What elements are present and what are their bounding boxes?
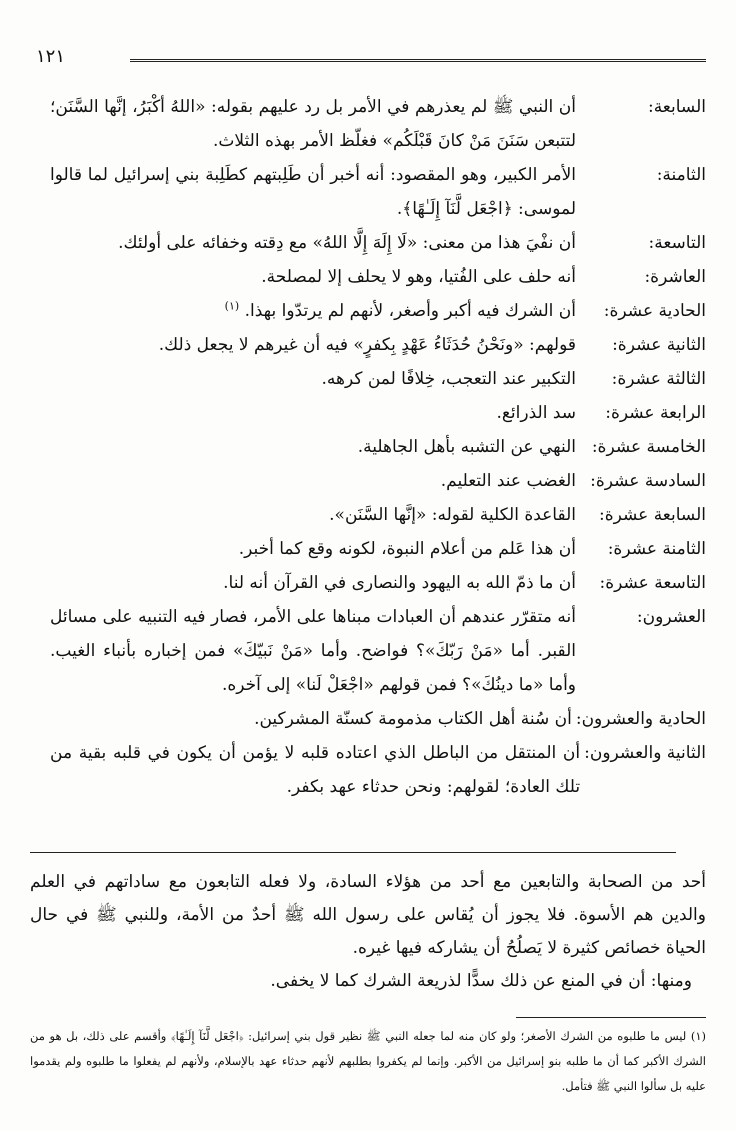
issue-text: [50, 260, 576, 294]
issue-body: أنه حلف على الفُتيا، وهو لا يحلف إلا لمصلحة.: [261, 267, 576, 287]
issue-text: [50, 702, 572, 736]
issue-label: التاسعة عشرة:: [599, 573, 706, 593]
issue-body: قولهم: «ونَحْنُ حُدَثَاءُ عَهْدٍ بِكفرٍ» فيه أن غيرهم لا يجعل ذلك.: [158, 335, 576, 355]
issue-entry: [50, 464, 706, 498]
issue-entry: [50, 702, 706, 736]
issue-body: القاعدة الكلية لقوله: «إنَّها السَّنَن».: [329, 505, 576, 525]
issue-text: [50, 90, 576, 158]
issue-label: التاسعة:: [648, 233, 706, 253]
continuation-text: [30, 866, 706, 998]
issue-label: السابعة عشرة:: [598, 505, 706, 525]
issues-list: [50, 90, 706, 804]
section-divider: [30, 852, 676, 853]
issue-body: أن هذا عَلم من أعلام النبوة، لكونه وقع كما أخبر.: [238, 539, 576, 559]
page-header: [30, 40, 706, 70]
issue-entry: [50, 566, 706, 600]
issue-text: [50, 430, 576, 464]
issue-text: [50, 294, 576, 328]
issue-body: التكبير عند التعجب، خِلافًا لمن كرهه.: [321, 369, 576, 389]
issue-entry: [50, 532, 706, 566]
issue-entry: [50, 328, 706, 362]
issue-label: السادسة عشرة:: [590, 471, 706, 491]
issue-label: الثامنة عشرة:: [607, 539, 706, 559]
issue-label: العاشرة:: [644, 267, 706, 287]
issue-entry: [50, 90, 706, 158]
footnote: (١) ليس ما طلبوه من الشرك الأصغر؛ ولو كان منه لما جعله النبي ﷺ نظير قول بني إسرائيل: ﴿اجْعَل لَّنَآ إِلَـٰهًا﴾ وأقسم على ذلك، بل هو من الشرك الأكبر كما أن ما طلبه بنو إسرائيل من الأكبر. وإنما لم يكفروا بطلبهم لأنهم حدثاء عهد بالإسلام، ولأنهم لم يفعلوا ما طلبوه ولم يقدموا عليه بل سألوا النبي ﷺ فتأمل.: [30, 1029, 706, 1093]
issue-text: [50, 464, 576, 498]
footnote-marker: (١): [224, 299, 240, 313]
issue-body: أن الشرك فيه أكبر وأصغر، لأنهم لم يرتدّوا بهذا.: [244, 301, 576, 321]
issue-text: [50, 498, 576, 532]
continuation-paragraph: ومنها: أن في المنع عن ذلك سدًّا لذريعة الشرك كما لا يخفى.: [270, 971, 692, 991]
issue-text: [50, 566, 576, 600]
issue-entry: [50, 430, 706, 464]
issue-label: الثانية عشرة:: [612, 335, 706, 355]
issue-label: الخامسة عشرة:: [591, 437, 706, 457]
issue-label: العشرون:: [636, 607, 706, 627]
issue-text: [50, 736, 580, 804]
issue-text: [50, 600, 576, 702]
issue-body: أن المنتقل من الباطل الذي اعتاده قلبه لا يؤمن أن يكون في قلبه بقية من تلك العادة؛ لقولهم: ونحن حدثاء عهد بكفر.: [50, 743, 581, 797]
issue-label: الحادية عشرة:: [603, 301, 706, 321]
issue-body: الأمر الكبير، وهو المقصود: أنه أخبر أن طَلِبتهم كطَلِبة بني إسرائيل لما قالوا لموسى: ﴿اجْعَل لَّنَآ إِلَـٰهًا﴾.: [50, 165, 576, 219]
issue-entry: [50, 158, 706, 226]
issue-label: الثانية والعشرون:: [584, 743, 706, 763]
issue-text: [50, 226, 576, 260]
issue-entry: [50, 226, 706, 260]
issue-label: الحادية والعشرون:: [575, 709, 706, 729]
footnotes: [30, 1024, 706, 1099]
issue-body: أن سُنة أهل الكتاب مذمومة كسنّة المشركين.: [254, 709, 572, 729]
issue-text: [50, 396, 576, 430]
issue-text: [50, 532, 576, 566]
issue-entry: [50, 294, 706, 328]
issue-body: الغضب عند التعليم.: [440, 471, 576, 491]
issue-label: الرابعة عشرة:: [605, 403, 706, 423]
issue-body: النهي عن التشبه بأهل الجاهلية.: [357, 437, 576, 457]
issue-entry: [50, 362, 706, 396]
issue-body: أن نفْيَ هذا من معنى: «لَا إِلَهَ إِلَّا اللهُ» مع دِقته وخفائه على أولئك.: [118, 233, 576, 253]
header-rule: [130, 59, 706, 66]
issue-body: أن ما ذمّ الله به اليهود والنصارى في القرآن أنه لنا.: [223, 573, 576, 593]
issue-label: الثالثة عشرة:: [611, 369, 706, 389]
issue-entry: [50, 396, 706, 430]
issue-entry: [50, 736, 706, 804]
issue-text: [50, 362, 576, 396]
issue-text: [50, 158, 576, 226]
continuation-paragraph: أحد من الصحابة والتابعين مع أحد من هؤلاء السادة، ولا فعله التابعون مع ساداتهم في العلم والدين هم الأسوة. فلا يجوز أن يُقاس على رسول الله ﷺ أحدٌ من الأمة، وللنبي ﷺ في حال الحياة خصائص كثيرة لا يَصلُحُ أن يشاركه فيها غيره.: [30, 872, 706, 958]
issue-entry: [50, 260, 706, 294]
issue-label: الثامنة:: [656, 165, 706, 185]
issue-entry: [50, 498, 706, 532]
page-number: ١٢١: [36, 46, 66, 67]
footnote-divider: [516, 1017, 706, 1018]
issue-body: سد الذرائع.: [496, 403, 576, 423]
issue-label: السابعة:: [647, 97, 706, 117]
issue-body: أن النبي ﷺ لم يعذرهم في الأمر بل رد عليهم بقوله: «اللهُ أكْبَرُ، إنَّها السَّنَن؛ لتتبعن سَنَنَ مَنْ كانَ قَبْلَكُم» فغلّظ الأمر بهذه الثلاث.: [50, 97, 576, 151]
issue-entry: [50, 600, 706, 702]
issue-text: [50, 328, 576, 362]
issue-body: أنه متقرّر عندهم أن العبادات مبناها على الأمر، فصار فيه التنبيه على مسائل القبر. أما «مَنْ رَبّكَ»؟ فواضح. وأما «مَنْ نَبيّكَ» فمن إخباره بأنباء الغيب. وأما «ما دينُكَ»؟ فمن قولهم «اجْعَلْ لَنا» إلى آخره.: [50, 607, 576, 695]
